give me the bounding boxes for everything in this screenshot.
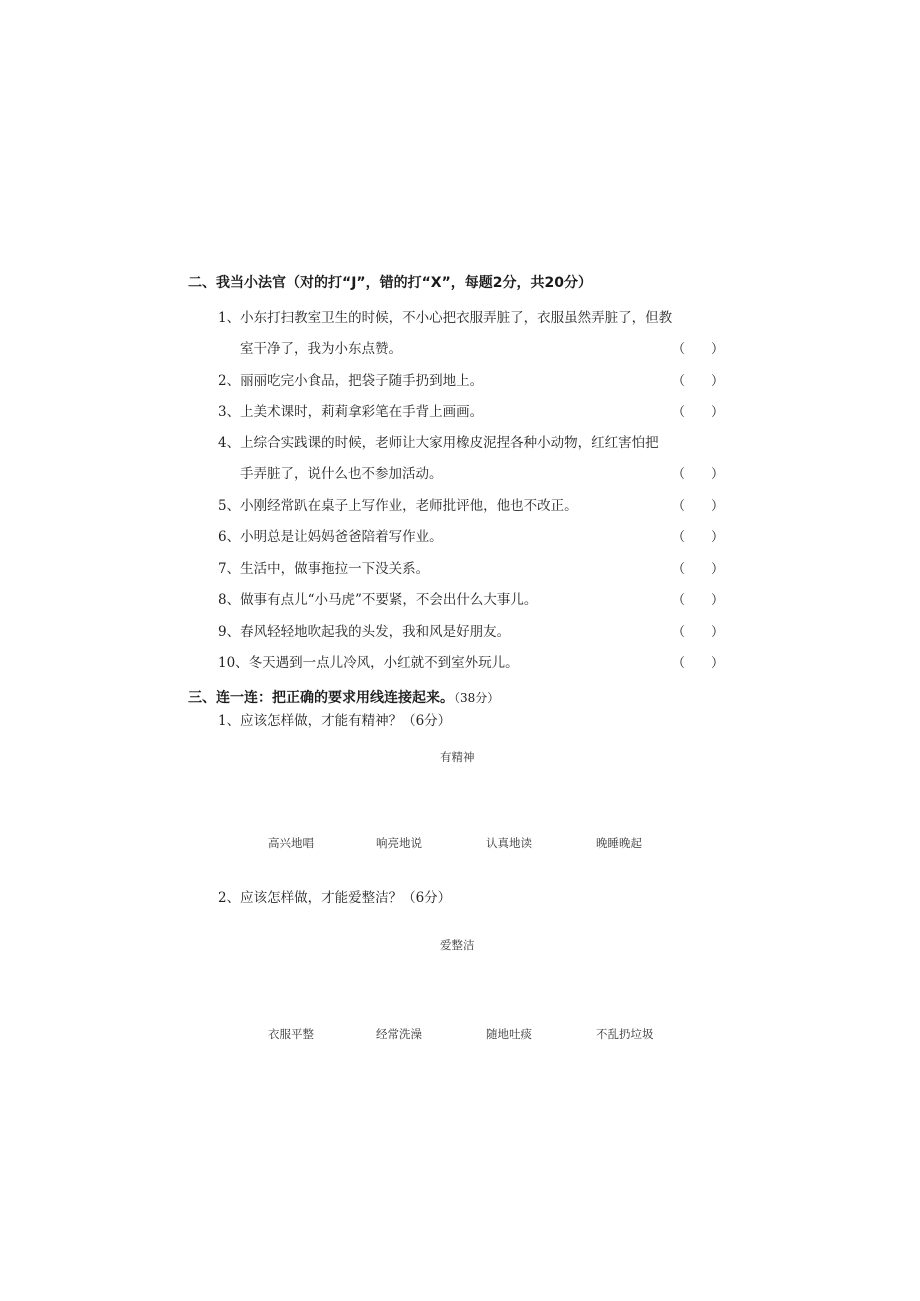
answer-bracket-8[interactable]: （ ）	[672, 593, 725, 608]
section3-heading	[188, 687, 499, 707]
match-option-2-2[interactable]: 经常洗澡	[376, 1027, 422, 1041]
match-option-2-4[interactable]: 不乱扔垃圾	[596, 1027, 654, 1041]
section3-heading-text: 三、连一连：把正确的要求用线连接起来。	[188, 690, 454, 706]
match-option-1-2[interactable]: 响亮地说	[376, 836, 422, 850]
answer-bracket-10[interactable]: （ ）	[672, 656, 725, 671]
match-option-2-3[interactable]: 随地吐痰	[486, 1027, 532, 1041]
answer-bracket-5[interactable]: （ ）	[672, 499, 725, 514]
question-3: 3、上美术课时，莉莉拿彩笔在手背上画画。	[218, 404, 484, 420]
question-4-line1: 4、上综合实践课的时候，老师让大家用橡皮泥捏各种小动物，红红害怕把	[218, 435, 659, 451]
answer-bracket-1[interactable]: （ ）	[672, 342, 725, 357]
section3-score: （38分）	[454, 691, 500, 705]
question-2: 2、丽丽吃完小食品，把袋子随手扔到地上。	[218, 373, 484, 389]
question-1-line2: 室干净了，我为小东点赞。	[240, 341, 402, 357]
match-option-2-1[interactable]: 衣服平整	[268, 1027, 314, 1041]
answer-bracket-3[interactable]: （ ）	[672, 405, 725, 420]
question-8: 8、做事有点儿“小马虎”不要紧，不会出什么大事儿。	[218, 592, 538, 608]
section2-heading: 二、我当小法官（对的打“J”，错的打“X”，每题2分，共20分）	[188, 275, 593, 291]
match-question-1-prompt: 1、应该怎样做，才能有精神？（6分）	[218, 713, 452, 729]
match-target-2[interactable]: 爱整洁	[440, 938, 475, 952]
question-6: 6、小明总是让妈妈爸爸陪着写作业。	[218, 529, 443, 545]
answer-bracket-6[interactable]: （ ）	[672, 530, 725, 545]
match-option-1-4[interactable]: 晚睡晚起	[596, 836, 642, 850]
answer-bracket-9[interactable]: （ ）	[672, 625, 725, 640]
question-7: 7、生活中，做事拖拉一下没关系。	[218, 561, 430, 577]
match-target-1[interactable]: 有精神	[440, 750, 475, 764]
question-9: 9、春风轻轻地吹起我的头发，我和风是好朋友。	[218, 624, 511, 640]
answer-bracket-4[interactable]: （ ）	[672, 467, 725, 482]
match-option-1-3[interactable]: 认真地读	[486, 836, 532, 850]
question-5: 5、小刚经常趴在桌子上写作业，老师批评他，他也不改正。	[218, 498, 578, 514]
question-1-line1: 1、小东打扫教室卫生的时候，不小心把衣服弄脏了，衣服虽然弄脏了，但教	[218, 310, 673, 326]
answer-bracket-7[interactable]: （ ）	[672, 562, 725, 577]
question-4-line2: 手弄脏了，说什么也不参加活动。	[240, 466, 443, 482]
question-10: 10、冬天遇到一点儿冷风，小红就不到室外玩儿。	[218, 655, 519, 671]
answer-bracket-2[interactable]: （ ）	[672, 374, 725, 389]
match-option-1-1[interactable]: 高兴地唱	[268, 836, 314, 850]
match-question-2-prompt: 2、应该怎样做，才能爱整洁？（6分）	[218, 890, 452, 906]
